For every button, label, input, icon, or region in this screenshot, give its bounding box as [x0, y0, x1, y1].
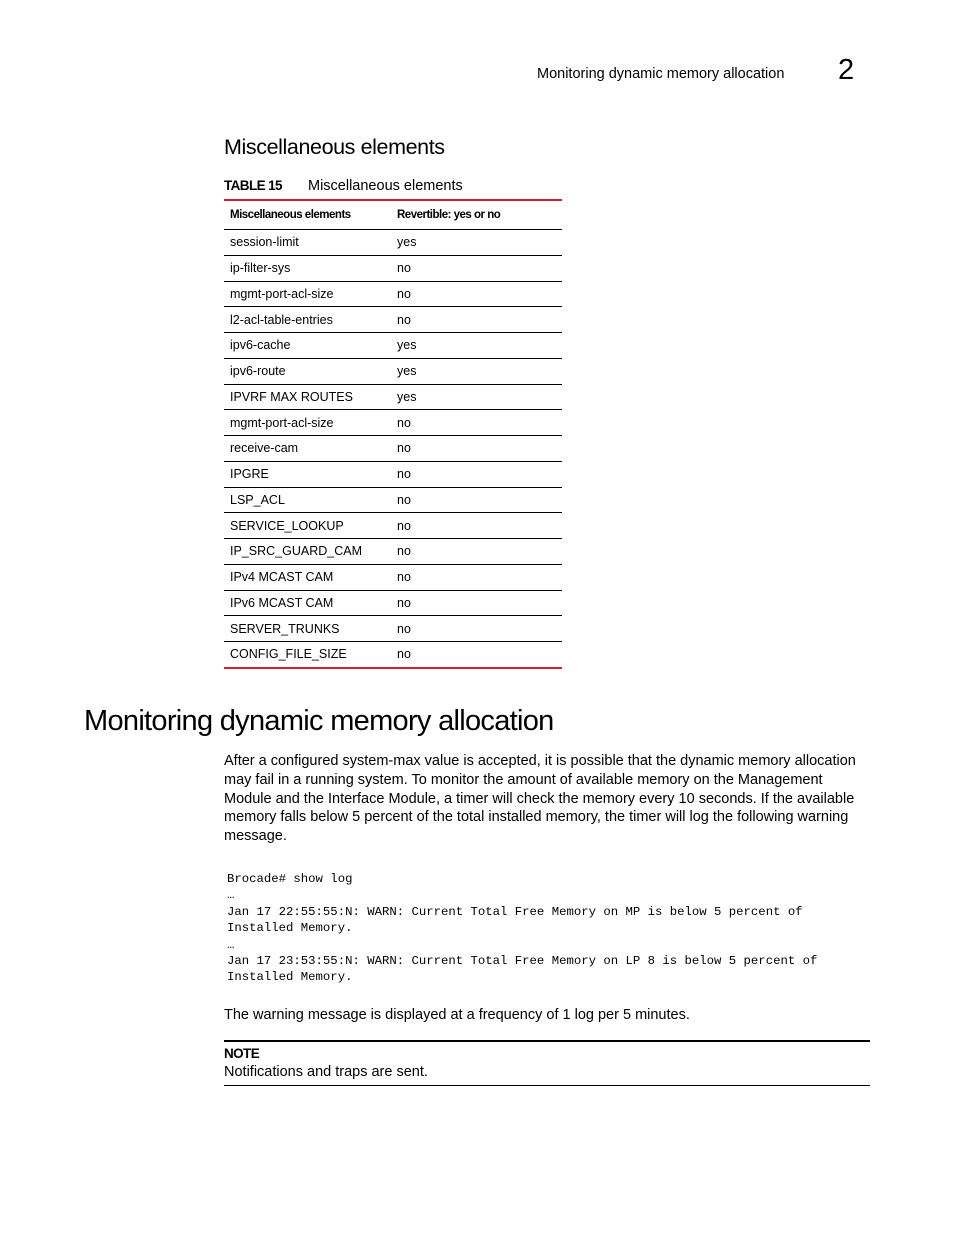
- element-name-cell: session-limit: [224, 230, 391, 256]
- code-block: [227, 871, 817, 986]
- revertible-cell: no: [391, 461, 562, 487]
- element-name-cell: ipv6-route: [224, 358, 391, 384]
- note-box: [224, 1040, 870, 1086]
- element-name-cell: ip-filter-sys: [224, 255, 391, 281]
- element-name-cell: IPVRF MAX ROUTES: [224, 384, 391, 410]
- intro-paragraph: After a configured system-max value is accepted, it is possible that the dynamic memory allocation may fail in a running system. To monitor the amount of available memory on the Management Module and the Interface Module, a timer will check the memory every 10 seconds. If the available memory falls below 5 percent of the total installed memory, the timer will log the following warning message.: [224, 753, 856, 845]
- table-label: TABLE 15: [224, 178, 282, 193]
- code-line: Jan 17 23:53:55:N: WARN: Current Total Free Memory on LP 8 is below 5 percent of: [227, 953, 818, 968]
- table-row: [224, 642, 562, 668]
- table-row: [224, 384, 562, 410]
- code-line: Jan 17 22:55:55:N: WARN: Current Total Free Memory on MP is below 5 percent of: [227, 904, 803, 919]
- table-row: [224, 564, 562, 590]
- revertible-cell: no: [397, 647, 411, 662]
- note-text: Notifications and traps are sent.: [224, 1064, 428, 1080]
- revertible-cell: yes: [391, 333, 562, 359]
- misc-elements-table: [224, 199, 562, 669]
- revertible-cell: no: [391, 281, 562, 307]
- code-line: Brocade# show log: [227, 872, 353, 886]
- running-header-title: Monitoring dynamic memory allocation: [537, 66, 785, 82]
- table-row: [224, 590, 562, 616]
- element-name-cell: l2-acl-table-entries: [224, 307, 391, 333]
- revertible-cell: no: [391, 539, 562, 565]
- table-row: [224, 539, 562, 565]
- revertible-cell: yes: [391, 384, 562, 410]
- element-name-cell: ipv6-cache: [224, 333, 391, 359]
- page-title: Monitoring dynamic memory allocation: [84, 705, 554, 737]
- table-row: [224, 230, 562, 256]
- revertible-cell: no: [391, 436, 562, 462]
- table-row: [224, 616, 562, 642]
- table-row: [224, 461, 562, 487]
- table-body: [224, 230, 562, 668]
- revertible-cell: no: [391, 616, 562, 642]
- element-name-cell: mgmt-port-acl-size: [224, 410, 391, 436]
- table-row: [224, 436, 562, 462]
- revertible-cell: yes: [391, 230, 562, 256]
- frequency-paragraph: The warning message is displayed at a frequency of 1 log per 5 minutes.: [224, 1007, 690, 1023]
- chapter-number: 2: [838, 54, 855, 86]
- code-line: Installed Memory.: [227, 921, 353, 936]
- code-line: …: [227, 937, 235, 952]
- table-row: [224, 255, 562, 281]
- code-line: Installed Memory.: [227, 970, 353, 985]
- table-row: [224, 513, 562, 539]
- revertible-cell: no: [391, 410, 562, 436]
- section-heading: Miscellaneous elements: [224, 135, 445, 159]
- table-caption: [224, 177, 463, 195]
- revertible-cell: no: [391, 564, 562, 590]
- table-row: [224, 333, 562, 359]
- table-row: [224, 307, 562, 333]
- table-caption-text: Miscellaneous elements: [308, 178, 463, 194]
- element-name-cell: receive-cam: [224, 436, 391, 462]
- revertible-cell: no: [391, 590, 562, 616]
- revertible-cell: no: [391, 255, 562, 281]
- element-name-cell: mgmt-port-acl-size: [224, 281, 391, 307]
- element-name-cell: IP_SRC_GUARD_CAM: [224, 539, 391, 565]
- revertible-cell: no: [391, 307, 562, 333]
- revertible-cell: yes: [391, 358, 562, 384]
- table-row: [224, 410, 562, 436]
- element-name-cell: CONFIG_FILE_SIZE: [230, 647, 347, 662]
- element-name-cell: SERVER_TRUNKS: [224, 616, 391, 642]
- revertible-cell: no: [391, 513, 562, 539]
- table-row: [224, 281, 562, 307]
- column-header-revertible: Revertible: yes or no: [391, 200, 562, 230]
- code-line: …: [227, 888, 235, 903]
- element-name-cell: IPv4 MCAST CAM: [224, 564, 391, 590]
- table-row: [224, 487, 562, 513]
- note-label: NOTE: [224, 1046, 260, 1061]
- revertible-cell: no: [391, 487, 562, 513]
- element-name-cell: IPv6 MCAST CAM: [224, 590, 391, 616]
- element-name-cell: SERVICE_LOOKUP: [224, 513, 391, 539]
- element-name-cell: LSP_ACL: [224, 487, 391, 513]
- table-row: [224, 358, 562, 384]
- column-header-element: Miscellaneous elements: [224, 200, 391, 230]
- table-header-row: [224, 200, 562, 230]
- element-name-cell: IPGRE: [224, 461, 391, 487]
